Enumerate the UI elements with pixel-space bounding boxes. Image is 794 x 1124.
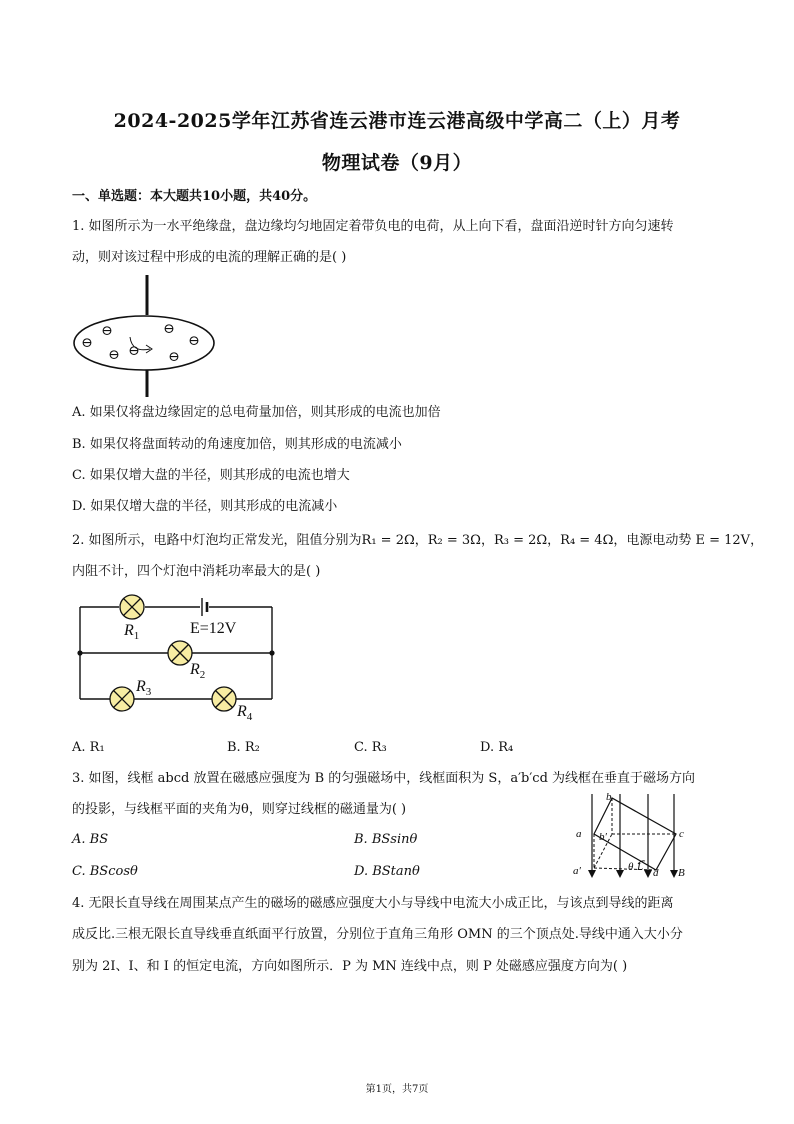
svg-text:B: B	[678, 867, 685, 879]
q4-text-line-1: 4. 无限长直导线在周围某点产生的磁场的磁感应强度大小与导线中电流大小成正比，与该点到导线的距离	[72, 896, 674, 911]
q1-option-d: D. 如果仅增大盘的半径，则其形成的电流减小	[72, 499, 338, 514]
q1-charge: ⊖	[168, 349, 180, 365]
title-line-2: 物理试卷（9月）	[321, 152, 473, 174]
q4-text-line-3: 别为 2I、I、和 I 的恒定电流，方向如图所示．P 为 MN 连线中点，则 P 处磁感应强度方向为( )	[72, 959, 628, 974]
q2-option-d: D. R₄	[480, 740, 514, 755]
lamp-r4	[212, 687, 236, 711]
q2-option-c: C. R₃	[354, 740, 387, 755]
svg-text:a: a	[576, 828, 582, 840]
svg-text:c: c	[679, 828, 684, 840]
junction-dot	[77, 650, 82, 655]
q3-option-d: D. BStanθ	[354, 864, 420, 879]
q4-text-line-2: 成反比.三根无限长直导线垂直纸面平行放置，分别位于直角三角形 OMN 的三个顶点处.导线中通入大小分	[72, 927, 683, 942]
svg-text:L: L	[637, 861, 644, 873]
q1-text-line-2: 动，则对该过程中形成的电流的理解正确的是( )	[72, 250, 347, 265]
section-heading: 一、单选题：本大题共10小题，共40分。	[72, 189, 317, 204]
q1-charge: ⊖	[101, 323, 113, 339]
label-r1: $R_1$	[124, 622, 140, 642]
q1-option-a: A. 如果仅将盘边缘固定的总电荷量加倍，则其形成的电流也加倍	[72, 405, 441, 420]
q3-text-line-1: 3. 如图，线框 abcd 放置在磁感应强度为 B 的匀强磁场中，线框面积为 S，a′b′cd 为线框在垂直于磁场方向	[72, 771, 696, 786]
junction-dot	[269, 650, 274, 655]
q3-option-c: C. BScosθ	[72, 864, 138, 879]
q2-text-line-1: 2. 如图所示，电路中灯泡均正常发光，阻值分别为R₁ = 2Ω，R₂ = 3Ω，R₃ = 2Ω，R₄ = 4Ω，电源电动势 E = 12V，	[72, 533, 764, 548]
lamp-r1	[120, 595, 144, 619]
svg-text:b′: b′	[599, 831, 607, 843]
q1-charge: ⊖	[163, 321, 175, 337]
label-r2: $R_2$	[190, 661, 206, 681]
q1-charge: ⊖	[128, 343, 140, 359]
q2-text-line-2: 内阻不计，四个灯泡中消耗功率最大的是( )	[72, 564, 321, 579]
title-line-1: 2024-2025学年江苏省连云港市连云港高级中学高二（上）月考	[113, 110, 681, 132]
q1-charge: ⊖	[188, 333, 200, 349]
q1-option-b: B. 如果仅将盘面转动的角速度加倍，则其形成的电流减小	[72, 437, 402, 452]
page-footer: 第1页，共7页	[365, 1084, 429, 1095]
q1-option-c: C. 如果仅增大盘的半径，则其形成的电流也增大	[72, 468, 350, 483]
lamp-r2	[168, 641, 192, 665]
svg-text:d: d	[653, 867, 659, 879]
q2-circuit-figure	[72, 592, 282, 722]
q1-text-line-1: 1. 如图所示为一水平绝缘盘，盘边缘均匀地固定着带负电的电荷，从上向下看，盘面沿逆时针方向匀速转	[72, 219, 674, 234]
q2-option-a: A. R₁	[72, 740, 105, 755]
q3-text-line-2: 的投影，与线框平面的夹角为θ，则穿过线框的磁通量为( )	[72, 802, 407, 817]
label-emf: E=12V	[190, 620, 237, 637]
label-r3: $R_3$	[136, 678, 152, 698]
q3-option-b: B. BSsinθ	[354, 832, 418, 847]
lamp-r3	[110, 687, 134, 711]
q2-option-b: B. R₂	[227, 740, 260, 755]
svg-text:b: b	[606, 791, 612, 803]
svg-text:a′: a′	[573, 865, 581, 877]
q3-magnetic-field-figure	[568, 790, 698, 885]
q1-charge: ⊖	[108, 347, 120, 363]
label-r4: $R_4$	[237, 703, 253, 723]
q1-disk-figure	[72, 275, 222, 400]
q3-option-a: A. BS	[72, 832, 109, 847]
q1-charge: ⊖	[81, 335, 93, 351]
svg-text:θ: θ	[628, 861, 634, 873]
